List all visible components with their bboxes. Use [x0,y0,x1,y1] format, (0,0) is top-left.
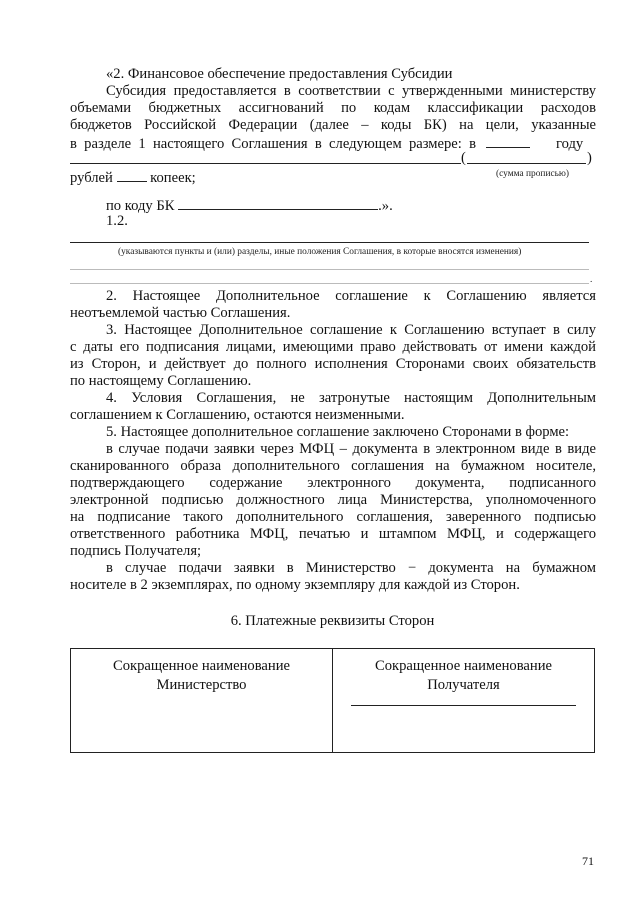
clause-5-line: сканированного образа дополнительного соглашения на бумажном носителе, [70,458,596,474]
section-2-heading: «2. Финансовое обеспечение предоставления Субсидии [106,66,453,82]
item-1-2: 1.2. [106,213,128,229]
clause-4-line: 4. Условия Соглашения, не затронутые настоящим Дополнительным [106,390,596,406]
clause-5-line: на подписание такого дополнительного соглашения, заверенного подписью [70,509,596,525]
bk-suffix: .». [378,198,393,214]
bk-label: по коду БК [106,198,175,214]
paragraph-line: в разделе 1 настоящего Соглашения в следующем размере: в [70,136,476,152]
paren-close: ) [587,150,592,166]
ministry-name: Министерство [156,677,247,693]
changes-blank-line [70,242,589,243]
clause-5-line: носителе в 2 экземплярах, по одному экземпляру для каждой из Сторон. [70,577,520,593]
clause-5-line: подпись Получателя; [70,543,202,559]
ministry-cell [71,649,333,753]
year-word: году [556,136,584,152]
clause-3-line: по настоящему Соглашению. [70,373,252,389]
paragraph-line: Субсидия предоставляется в соответствии с утвержденными министерству [106,83,596,99]
recipient-name-label: Сокращенное наименование [374,658,553,674]
ministry-name-label: Сокращенное наименование [112,658,291,674]
paren-open: ( [461,150,466,166]
rub-kop-line [70,168,270,187]
amount-words-blank [467,163,586,164]
clause-2-line: неотъемлемой частью Соглашения. [70,305,291,321]
clause-2-line: 2. Настоящее Дополнительное соглашение к Соглашению является [106,288,596,304]
recipient-name-blank [351,705,576,706]
changes-blank-line [70,269,589,270]
clause-4-line: соглашением к Соглашению, остаются неизменными. [70,407,405,423]
clause-3-line: с даты его подписания лицами, имеющими право действовать от имени каждой [70,339,596,355]
clause-5-line: подтверждающего содержание электронного документа, подписанного [70,475,596,491]
changes-note: (указываются пункты и (или) разделы, иные положения Соглашения, в которые вносятся изменения) [118,247,522,257]
paragraph-line: объемами бюджетных ассигнований по кодам классификации расходов [70,100,596,116]
recipient-name: Получателя [427,677,500,693]
clause-3-line: из Сторон, и действует до полного исполнения Сторонами своих обязательств [70,356,596,372]
paragraph-line: бюджетов Российской Федерации (далее – коды БК) на цели, указанные [70,117,596,133]
changes-blank-line [70,283,589,284]
bk-code-blank [178,196,378,210]
clause-5-line: ответственного работника МФЦ, печатью и штампом МФЦ, и содержащего [70,526,596,542]
amount-line [70,134,596,153]
payment-details-table [70,648,595,753]
clause-5-line: в случае подачи заявки через МФЦ – документа в электронном виде в виде [106,441,596,457]
section-6-title: 6. Платежные реквизиты Сторон [230,613,435,629]
clause-5-line: электронной подписью должностного лица Министерства, уполномоченного [70,492,596,508]
kop-blank [117,168,147,182]
clause-5-line: 5. Настоящее дополнительное соглашение заключено Сторонами в форме: [106,424,570,440]
rub-label: рублей [70,170,113,186]
amount-figure-blank [70,163,461,164]
page-number: 71 [582,854,594,868]
kop-label: копеек; [150,170,196,186]
changes-end-dot: . [590,275,593,285]
year-blank [486,134,530,148]
sum-in-words-note: (сумма прописью) [496,169,570,179]
clause-5-line: в случае подачи заявки в Министерство − документа на бумажном [106,560,596,576]
clause-3-line: 3. Настоящее Дополнительное соглашение к Соглашению вступает в силу [106,322,596,338]
recipient-cell [333,649,595,753]
